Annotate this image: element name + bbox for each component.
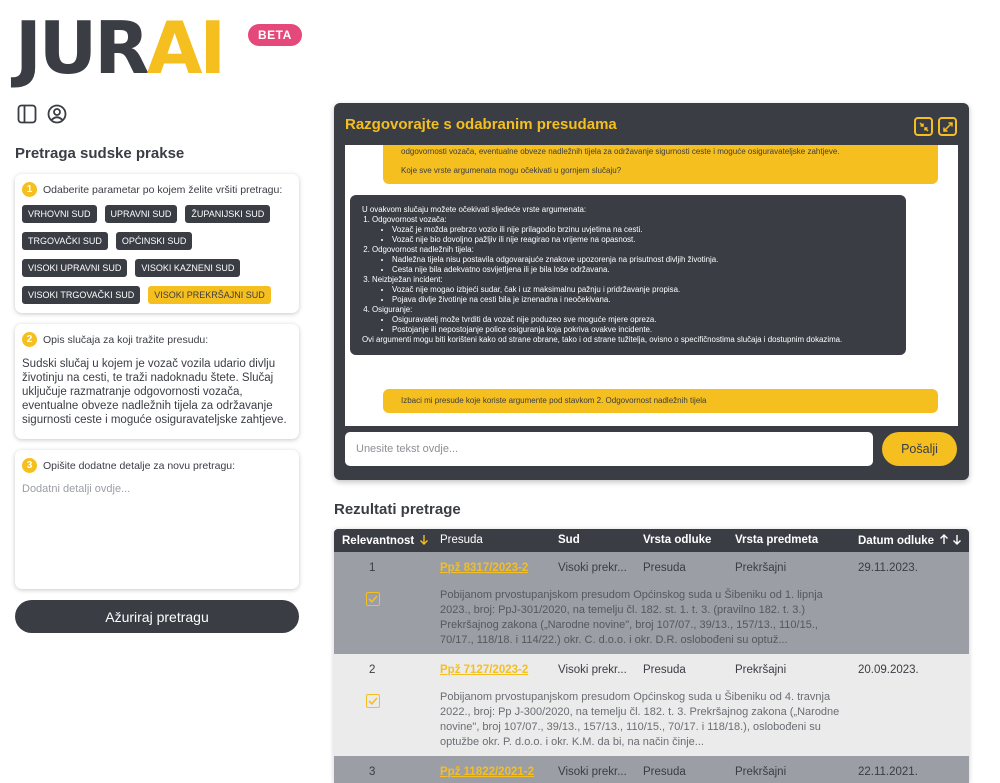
- court-filter-label: Odaberite parametar po kojem želite vršiti pretragu:: [43, 183, 283, 196]
- column-decision-type[interactable]: Vrsta odluke: [643, 534, 712, 546]
- court-chips: [22, 203, 292, 305]
- argument-title: Odgovornost nadležnih tijela:: [372, 245, 474, 255]
- user-message: [383, 145, 938, 184]
- chip-visoki-kazneni-sud[interactable]: VISOKI KAZNENI SUD: [135, 259, 240, 277]
- row-decision-type: Presuda: [643, 766, 686, 778]
- argument-item: [372, 215, 894, 245]
- argument-detail: • Cesta nije bila adekvatno osvijetljena ili je bila loše održavana.: [392, 265, 894, 275]
- chip-visoki-upravni-sud[interactable]: VISOKI UPRAVNI SUD: [22, 259, 127, 277]
- app-logo: [15, 6, 292, 90]
- results-title: Rezultati pretrage: [334, 501, 461, 518]
- argument-detail: • Osiguravatelj može tvrditi da vozač nije poduzeo sve moguće mjere opreza.: [392, 315, 894, 325]
- argument-list: [362, 215, 894, 335]
- argument-item: [372, 275, 894, 305]
- row-description: Pobijanom prvostupanjskom presudom Općinskog suda u Šibeniku od 4. travnja 2022., broj: Pp J-300/2020, na temelju čl. 182. t. 3. Prekršajnog zakona („Narodne novine", broj 107/07., 39/13., 157/13., 110/15., 70/17. i 118/18.), oslobođeni su optužbe okr. P. d.o.o. i okr. K.M. da bi, na način činje...: [440, 691, 840, 749]
- column-relevance-label: Relevantnost: [342, 535, 415, 547]
- step-number-3: 3: [22, 458, 37, 473]
- argument-detail: • Postojanje ili nepostojanje police osiguranja koja pokriva ovakve incidente.: [392, 325, 894, 335]
- user-message-line: odgovornosti vozača, eventualne obveze nadležnih tijela za održavanje sigurnosti ceste i moguće osiguravateljske zahtjeve.: [401, 147, 840, 156]
- collapse-icon[interactable]: [914, 117, 933, 136]
- search-title: Pretraga sudske prakse: [15, 145, 185, 162]
- chip-upravni-sud[interactable]: UPRAVNI SUD: [105, 205, 178, 223]
- additional-details-card: [15, 450, 299, 589]
- table-row[interactable]: [334, 756, 969, 783]
- argument-detail: • Nadležna tijela nisu postavila odgovarajuće znakove upozorenja na prisutnost divljih životinja.: [392, 255, 894, 265]
- search-panel: [15, 145, 299, 633]
- table-header: [334, 529, 969, 552]
- chip-visoki-trgovacki-sud[interactable]: VISOKI TRGOVAČKI SUD: [22, 286, 140, 304]
- chip-trgovacki-sud[interactable]: TRGOVAČKI SUD: [22, 232, 108, 250]
- row-relevance: 2: [369, 664, 376, 676]
- row-relevance: 1: [369, 562, 376, 574]
- argument-detail: • Pojava divlje životinje na cesti bila je iznenadna i neočekivana.: [392, 295, 894, 305]
- argument-detail: • Vozač nije mogao izbjeći sudar, čak i uz maksimalnu pažnju i pridržavanje propisa.: [392, 285, 894, 295]
- chat-title: Razgovorajte s odabranim presudama: [345, 116, 617, 133]
- assistant-outro: Ovi argumenti mogu biti korišteni kako od strane obrane, tako i od strane tužitelja, ovisno o specifičnostima slučaja i dostupnim dokazima.: [362, 335, 843, 345]
- row-case-type: Prekršajni: [735, 766, 787, 778]
- table-row[interactable]: [334, 654, 969, 756]
- case-description-card: [15, 324, 299, 439]
- argument-item: [372, 245, 894, 275]
- expand-icon[interactable]: [938, 117, 957, 136]
- argument-title: Neizbježan incident:: [372, 275, 443, 285]
- chip-zupanijski-sud[interactable]: ŽUPANIJSKI SUD: [185, 205, 270, 223]
- beta-badge: BETA: [248, 24, 302, 46]
- argument-title: Osiguranje:: [372, 305, 413, 315]
- row-court: Visoki prekr...: [558, 664, 627, 676]
- column-relevance[interactable]: [342, 534, 429, 547]
- chip-vrhovni-sud[interactable]: VRHOVNI SUD: [22, 205, 97, 223]
- sort-down-icon[interactable]: [952, 534, 962, 545]
- assistant-message: [350, 195, 906, 355]
- top-toolbar: [16, 103, 68, 125]
- column-case-type[interactable]: Vrsta predmeta: [735, 534, 819, 546]
- checkmark-icon: [368, 697, 378, 705]
- column-verdict[interactable]: Presuda: [440, 534, 483, 546]
- row-decision-date: 20.09.2023.: [858, 664, 919, 676]
- court-filter-card: [15, 174, 299, 313]
- argument-item: [372, 305, 894, 335]
- user-profile-icon[interactable]: [46, 103, 68, 125]
- row-court: Visoki prekr...: [558, 562, 627, 574]
- row-case-type: Prekršajni: [735, 562, 787, 574]
- user-message-question: Koje sve vrste argumenata mogu očekivati u gornjem slučaju?: [401, 166, 622, 176]
- argument-detail: • Vozač nije bio dovoljno pažljiv ili nije reagirao na vrijeme na opasnost.: [392, 235, 894, 245]
- column-decision-date-label: Datum odluke: [858, 535, 935, 547]
- additional-details-input[interactable]: Dodatni detalji ovdje...: [22, 483, 131, 496]
- table-row[interactable]: [334, 552, 969, 654]
- row-relevance: 3: [369, 766, 376, 778]
- sort-down-icon[interactable]: [419, 534, 429, 545]
- column-decision-date[interactable]: [858, 534, 962, 547]
- sort-up-icon[interactable]: [939, 534, 949, 545]
- chat-input[interactable]: [345, 432, 873, 466]
- assistant-intro: U ovakvom slučaju možete očekivati sljedeće vrste argumenata:: [362, 205, 587, 214]
- case-description-text[interactable]: Sudski slučaj u kojem je vozač vozila udario divlju životinju na cesti, te traži nadoknadu štete. Slučaj uključuje razmatranje odgovornosti vozača, eventualne obveze nadležnih tijela za održavanje sigurnosti ceste i moguće osiguravateljske zahtjeve.: [22, 358, 287, 427]
- argument-detail: • Vozač je možda prebrzo vozio ili nije prilagodio brzinu uvjetima na cesti.: [392, 225, 894, 235]
- step-number-2: 2: [22, 332, 37, 347]
- row-description: Pobijanom prvostupanjskom presudom Općinskog suda u Šibeniku od 1. lipnja 2023., broj: PpJ-301/2020, na temelju čl. 182. st. 1. t. 3. (pravilno 182. t. 3.) Prekršajnog zakona („Narodne novine", broj 107/07., 39/13., 157/13., 110/15., 70/17., 118/18. i 114/22.) okr. C. d.o.o. i okr. D.R. oslobođeni su optuž...: [440, 589, 823, 647]
- argument-title: Odgovornost vozača:: [372, 215, 447, 225]
- chip-visoki-prekrsajni-sud[interactable]: VISOKI PREKRŠAJNI SUD: [148, 286, 271, 304]
- additional-details-label: Opišite dodatne detalje za novu pretragu:: [43, 459, 236, 472]
- logo-main-text: JUR: [15, 6, 147, 90]
- row-decision-type: Presuda: [643, 562, 686, 574]
- chat-panel: [334, 103, 969, 480]
- verdict-link[interactable]: Ppž 8317/2023-2: [440, 562, 529, 574]
- verdict-link[interactable]: Ppž 11822/2021-2: [440, 766, 534, 778]
- case-description-label: Opis slučaja za koji tražite presudu:: [43, 333, 209, 346]
- column-court[interactable]: Sud: [558, 534, 580, 546]
- logo-accent-text: AI: [146, 6, 224, 90]
- step-number-1: 1: [22, 182, 37, 197]
- row-case-type: Prekršajni: [735, 664, 787, 676]
- row-court: Visoki prekr...: [558, 766, 627, 778]
- chip-opcinski-sud[interactable]: OPĆINSKI SUD: [116, 232, 193, 250]
- row-checkbox[interactable]: [366, 694, 380, 708]
- row-decision-date: 22.11.2021.: [858, 766, 918, 778]
- verdict-link[interactable]: Ppž 7127/2023-2: [440, 664, 529, 676]
- row-decision-type: Presuda: [643, 664, 686, 676]
- send-button[interactable]: Pošalji: [882, 432, 957, 466]
- chat-messages[interactable]: [345, 145, 958, 426]
- update-search-button[interactable]: Ažuriraj pretragu: [15, 600, 299, 633]
- checkmark-icon: [368, 595, 378, 603]
- row-checkbox[interactable]: [366, 592, 380, 606]
- row-decision-date: 29.11.2023.: [858, 562, 918, 574]
- results-table: [334, 529, 969, 783]
- sidebar-toggle-icon[interactable]: [16, 103, 38, 125]
- user-message-latest: Izbaci mi presude koje koriste argumente pod stavkom 2. Odgovornost nadležnih tijela: [383, 389, 938, 413]
